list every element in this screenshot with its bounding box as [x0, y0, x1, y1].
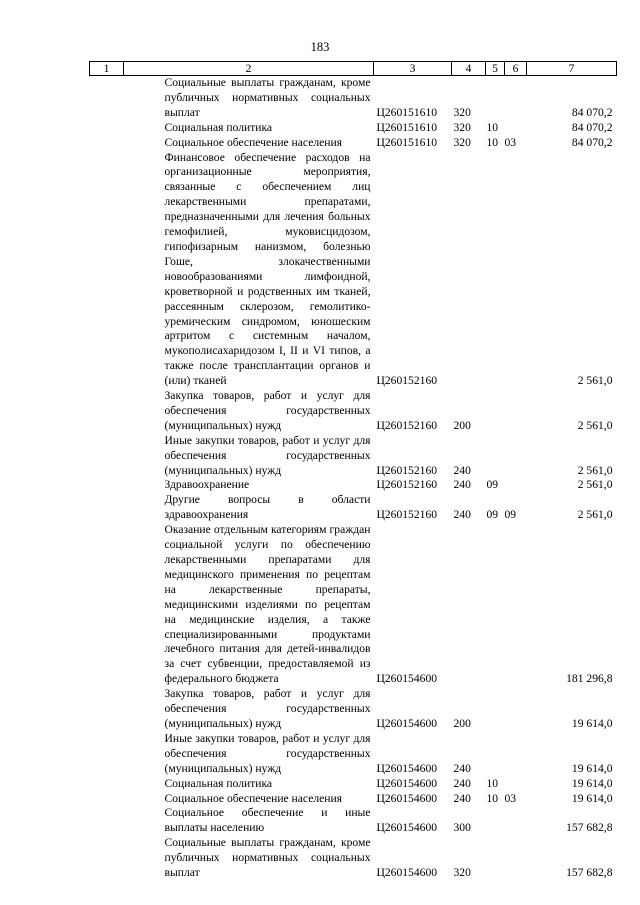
row-amount: 2 561,0: [577, 374, 613, 388]
row-amount: 19 614,0: [571, 791, 613, 805]
row-name: Иные закупки товаров, работ и услуг для обеспечения государственных (муниципальных) нужд: [164, 731, 371, 775]
row-col-4: 240: [453, 478, 471, 492]
row-col-6: [505, 121, 527, 136]
row-amount: 84 070,2: [571, 135, 613, 149]
row-col-5: 10: [486, 120, 499, 134]
row-amount: 19 614,0: [571, 761, 613, 775]
row-col-6: [505, 76, 527, 121]
row-amount: 157 682,8: [566, 866, 613, 880]
row-amount: 2 561,0: [577, 478, 613, 492]
column-header: 2: [124, 62, 374, 76]
row-col-6: [505, 806, 527, 836]
row-code: Ц260154600: [376, 761, 438, 775]
row-col-5: [486, 732, 505, 777]
row-code: Ц260151610: [376, 135, 438, 149]
table-row: [90, 121, 617, 136]
table-row: [90, 478, 617, 493]
row-name: Социальные выплаты гражданам, кроме публичных нормативных социальных выплат: [164, 76, 371, 119]
budget-table: [89, 61, 617, 881]
blank-cell: [90, 121, 124, 136]
row-col-5: 09: [486, 478, 499, 492]
row-name: Закупка товаров, работ и услуг для обеспечения государственных (муниципальных) нужд: [164, 389, 371, 432]
row-col-6: [505, 687, 527, 732]
row-amount: 2 561,0: [577, 418, 613, 432]
row-col-4: 200: [453, 716, 471, 730]
row-name: Социальное обеспечение населения: [164, 135, 343, 149]
column-header: 4: [452, 62, 486, 76]
column-header: 7: [527, 62, 617, 76]
table-row: [90, 493, 617, 523]
row-col-6: [505, 732, 527, 777]
row-col-5: [486, 806, 505, 836]
blank-cell: [90, 806, 124, 836]
row-col-4: 240: [453, 508, 471, 522]
row-code: Ц260152160: [376, 463, 438, 477]
row-col-6: 03: [504, 135, 517, 149]
column-header: 3: [374, 62, 452, 76]
row-code: Ц260154600: [376, 776, 438, 790]
row-col-5: [486, 389, 505, 434]
row-code: Ц260154600: [376, 821, 438, 835]
row-col-4: [452, 523, 486, 687]
row-code: Ц260154600: [376, 716, 438, 730]
row-col-6: [505, 777, 527, 792]
row-name: Иные закупки товаров, работ и услуг для обеспечения государственных (муниципальных) нужд: [164, 433, 371, 477]
table-row: [90, 792, 617, 807]
blank-cell: [90, 836, 124, 881]
row-col-5: [486, 836, 505, 881]
row-name: Социальные выплаты гражданам, кроме публичных нормативных социальных выплат: [164, 836, 371, 880]
blank-cell: [90, 136, 124, 151]
row-amount: 84 070,2: [571, 105, 613, 119]
table-row: [90, 434, 617, 479]
table-header-row: [90, 62, 617, 76]
row-amount: 19 614,0: [571, 716, 613, 730]
row-col-6: [505, 478, 527, 493]
row-code: Ц260151610: [376, 105, 438, 119]
blank-cell: [90, 523, 124, 687]
row-col-4: 320: [453, 105, 471, 119]
column-header: 6: [505, 62, 527, 76]
row-name: Социальная политика: [164, 776, 273, 790]
row-code: Ц260152160: [376, 508, 438, 522]
table-row: [90, 389, 617, 434]
row-name: Другие вопросы в области здравоохранения: [164, 493, 371, 522]
row-col-4: 200: [453, 418, 471, 432]
table-row: [90, 76, 617, 121]
row-col-4: 240: [453, 791, 471, 805]
row-amount: 157 682,8: [566, 821, 613, 835]
row-code: Ц260154600: [376, 866, 438, 880]
row-col-6: 03: [504, 791, 517, 805]
row-amount: 19 614,0: [571, 776, 613, 790]
row-col-4: 320: [453, 120, 471, 134]
row-amount: 2 561,0: [577, 508, 613, 522]
row-code: Ц260151610: [376, 120, 438, 134]
row-col-5: [486, 523, 505, 687]
row-col-4: [452, 151, 486, 390]
table-row: [90, 777, 617, 792]
blank-cell: [90, 151, 124, 390]
row-name: Закупка товаров, работ и услуг для обеспечения государственных (муниципальных) нужд: [164, 687, 371, 730]
blank-cell: [90, 389, 124, 434]
row-col-4: 320: [453, 135, 471, 149]
blank-cell: [90, 687, 124, 732]
row-name: Социальная политика: [164, 120, 273, 134]
column-header: 1: [90, 62, 124, 76]
table-row: [90, 151, 617, 390]
row-col-5: 09: [486, 508, 499, 522]
row-col-5: 10: [486, 776, 499, 790]
page-number: 183: [310, 40, 330, 54]
row-name: Социальное обеспечение населения: [164, 791, 343, 805]
blank-cell: [90, 732, 124, 777]
row-amount: 2 561,0: [577, 463, 613, 477]
row-code: Ц260152160: [376, 478, 438, 492]
row-col-4: 240: [453, 776, 471, 790]
row-col-4: 240: [453, 761, 471, 775]
blank-cell: [90, 434, 124, 479]
table-row: [90, 732, 617, 777]
row-col-5: [486, 434, 505, 479]
row-col-5: [486, 687, 505, 732]
column-header: 5: [486, 62, 505, 76]
row-code: Ц260152160: [376, 374, 438, 388]
row-amount: 181 296,8: [566, 672, 613, 686]
blank-cell: [90, 76, 124, 121]
row-col-4: 320: [453, 866, 471, 880]
row-col-5: [486, 76, 505, 121]
table-row: [90, 523, 617, 687]
row-col-6: [505, 151, 527, 390]
row-name: Социальное обеспечение и иные выплаты населению: [164, 806, 371, 835]
row-col-6: [505, 523, 527, 687]
blank-cell: [90, 493, 124, 523]
row-col-5: [486, 151, 505, 390]
row-col-6: [505, 836, 527, 881]
table-row: [90, 806, 617, 836]
blank-cell: [90, 777, 124, 792]
row-amount: 84 070,2: [571, 120, 613, 134]
row-col-4: 240: [453, 463, 471, 477]
row-name: Финансовое обеспечение расходов на организационные мероприятия, связанные с обеспечением лиц лекарственными препаратами, предназначенными для лечения больных гемофилией, муковисцидозом, гипофизарным нанизмом, болезнью Гоше, злокачественными новообразованиями лимфоидной, кроветворной и родственных им тканей, рассеянным склерозом, гемолитико-уремическим синдромом, юношеским артритом с системным началом, мукополисахаридозом I, II и VI типов, а также после трансплантации органов и (или) тканей: [164, 150, 371, 388]
table-row: [90, 687, 617, 732]
row-code: Ц260154600: [376, 791, 438, 805]
row-col-5: 10: [486, 791, 499, 805]
row-col-5: 10: [486, 135, 499, 149]
row-col-6: [505, 389, 527, 434]
blank-cell: [90, 478, 124, 493]
row-col-6: [505, 434, 527, 479]
row-col-4: 300: [453, 821, 471, 835]
row-code: Ц260154600: [376, 672, 438, 686]
table-row: [90, 836, 617, 881]
row-name: Здравоохранение: [164, 478, 250, 492]
row-col-6: 09: [504, 508, 517, 522]
blank-cell: [90, 792, 124, 807]
table-row: [90, 136, 617, 151]
row-code: Ц260152160: [376, 418, 438, 432]
row-name: Оказание отдельным категориям граждан социальной услуги по обеспечению лекарственными препаратами для медицинского применения по рецептам на лекарственные препараты, медицинскими изделиями по рецептам на медицинские изделия, а также специализированными продуктами лечебного питания для детей-инвалидов за счет субвенции, предоставляемой из федерального бюджета: [164, 523, 371, 686]
